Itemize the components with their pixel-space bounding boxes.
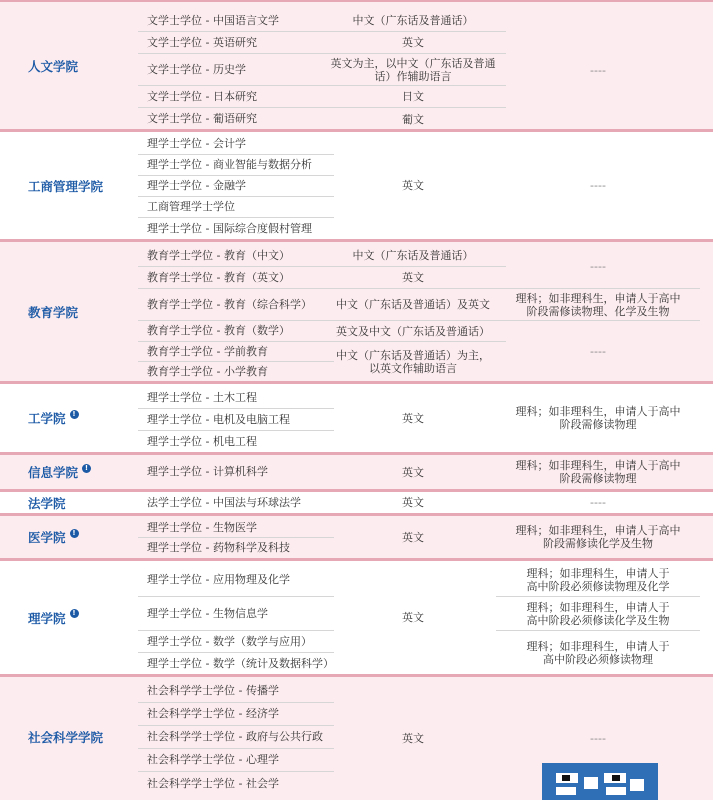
requirement-cell: 理科；如非理科生，申请人于高中阶段必须修读物理 bbox=[526, 639, 670, 666]
language-cell: 英文 bbox=[320, 32, 506, 54]
degree-item: 理学士学位 - 数学（数学与应用） bbox=[138, 631, 334, 653]
requirement-cell: 理科；如非理科生，申请人于高中阶段需修读物理 bbox=[515, 459, 681, 485]
degree-item: 社会科学学士学位 - 社会学 bbox=[147, 776, 279, 790]
info-icon[interactable]: ! bbox=[70, 529, 79, 538]
degree-item: 教育学士学位 - 学前教育 bbox=[138, 342, 334, 362]
requirement-cell: 理科；如非理科生，申请人于高中阶段需修读物理、化学及生物 bbox=[496, 289, 700, 321]
requirement-cell: 理科；如非理科生，申请人于高中阶段必须修读物理及化学 bbox=[496, 563, 700, 597]
degree-item: 社会科学学士学位 - 政府与公共行政 bbox=[138, 726, 334, 749]
degree-item: 理学士学位 - 会计学 bbox=[138, 134, 334, 155]
degree-item: 教育学士学位 - 小学教育 bbox=[147, 364, 268, 378]
degree-item: 社会科学学士学位 - 经济学 bbox=[138, 703, 334, 726]
degree-item: 理学士学位 - 电机及电脑工程 bbox=[138, 409, 334, 431]
requirement-cell: ---- bbox=[590, 496, 606, 509]
degree-item: 法学士学位 - 中国法与环球法学 bbox=[147, 495, 301, 509]
section-science bbox=[0, 558, 713, 674]
faculty-name: 工学院 ! bbox=[28, 384, 79, 452]
section-humanities bbox=[0, 0, 713, 129]
section-education bbox=[0, 239, 713, 381]
language-cell: 英文 bbox=[402, 179, 424, 192]
degree-item: 文学士学位 - 历史学 bbox=[138, 54, 334, 86]
language-cell: 英文 bbox=[402, 611, 424, 624]
faculty-name: 人文学院 bbox=[28, 58, 79, 74]
degree-item: 理学士学位 - 应用物理及化学 bbox=[138, 563, 334, 597]
degree-item: 社会科学学士学位 - 传播学 bbox=[138, 680, 334, 703]
degree-item: 文学士学位 - 中国语言文学 bbox=[138, 10, 334, 32]
language-cell: 英文为主，以中文（广东话及普通话）作辅助语言 bbox=[320, 54, 506, 86]
degree-item: 文学士学位 - 葡语研究 bbox=[147, 112, 257, 125]
language-cell: 中文（广东话及普通话）及英文 bbox=[320, 289, 506, 321]
info-icon[interactable]: ! bbox=[70, 410, 79, 419]
language-cell: 英文及中文（广东话及普通话） bbox=[320, 321, 506, 342]
language-cell: 英文 bbox=[402, 465, 424, 479]
requirement-cell: 理科；如非理科生，申请人于高中阶段需修读物理 bbox=[515, 405, 681, 431]
language-cell: 葡文 bbox=[402, 112, 424, 126]
section-medicine bbox=[0, 513, 713, 558]
requirement-cell: ---- bbox=[496, 245, 700, 289]
language-cell: 日文 bbox=[320, 86, 506, 108]
degree-item: 教育学士学位 - 教育（数学） bbox=[138, 321, 334, 342]
faculty-name: 理学院 ! bbox=[28, 561, 79, 674]
faculty-name: 工商管理学院 bbox=[28, 178, 104, 194]
language-cell: 中文（广东话及普通话）为主，以英文作辅助语言 bbox=[336, 348, 490, 375]
degree-item: 理学士学位 - 国际综合度假村管理 bbox=[147, 221, 312, 235]
requirement-cell: 理科；如非理科生，申请人于高中阶段必须修读化学及生物 bbox=[496, 597, 700, 631]
degree-item: 教育学士学位 - 教育（综合科学） bbox=[138, 289, 334, 321]
requirement-cell: ---- bbox=[590, 179, 606, 192]
degree-item: 理学士学位 - 药物科学及科技 bbox=[147, 541, 290, 554]
degree-item: 社会科学学士学位 - 心理学 bbox=[138, 749, 334, 772]
language-cell: 英文 bbox=[402, 530, 424, 544]
section-law bbox=[0, 489, 713, 513]
degree-item: 理学士学位 - 商业智能与数据分析 bbox=[138, 155, 334, 176]
requirement-cell: ---- bbox=[590, 344, 606, 358]
faculty-name: 社会科学学院 bbox=[28, 730, 104, 745]
language-cell: 英文 bbox=[402, 731, 424, 745]
language-cell: 中文（广东话及普通话） bbox=[320, 10, 506, 32]
degree-item: 教育学士学位 - 教育（中文） bbox=[138, 245, 334, 267]
degree-item: 理学士学位 - 计算机科学 bbox=[147, 465, 268, 478]
requirement-cell: ---- bbox=[590, 63, 606, 77]
language-cell: 英文 bbox=[320, 267, 506, 289]
degree-item: 理学士学位 - 生物信息学 bbox=[138, 597, 334, 631]
pixelated-image bbox=[542, 763, 658, 800]
requirement-cell: ---- bbox=[590, 731, 606, 745]
requirement-cell: 理科；如非理科生，申请人于高中阶段需修读化学及生物 bbox=[515, 524, 681, 550]
degree-item: 文学士学位 - 日本研究 bbox=[138, 86, 334, 108]
info-icon[interactable]: ! bbox=[70, 609, 79, 618]
degree-item: 理学士学位 - 数学（统计及数据科学） bbox=[147, 656, 334, 670]
faculty-name: 医学院 ! bbox=[28, 516, 79, 558]
section-business bbox=[0, 129, 713, 239]
section-engineering bbox=[0, 381, 713, 452]
language-cell: 英文 bbox=[402, 411, 424, 425]
degree-item: 理学士学位 - 土木工程 bbox=[138, 387, 334, 409]
degree-item: 工商管理学士学位 bbox=[138, 197, 334, 218]
degree-item: 理学士学位 - 机电工程 bbox=[147, 434, 257, 448]
language-cell: 英文 bbox=[402, 496, 424, 509]
degree-item: 理学士学位 - 金融学 bbox=[138, 176, 334, 197]
faculty-name: 法学院 bbox=[28, 495, 66, 511]
faculty-name: 信息学院 ! bbox=[28, 455, 91, 489]
section-computing bbox=[0, 452, 713, 489]
language-cell: 中文（广东话及普通话） bbox=[320, 245, 506, 267]
degree-item: 文学士学位 - 英语研究 bbox=[138, 32, 334, 54]
info-icon[interactable]: ! bbox=[82, 464, 91, 473]
degree-item: 理学士学位 - 生物医学 bbox=[138, 518, 334, 538]
faculty-name: 教育学院 bbox=[28, 304, 79, 320]
degree-item: 教育学士学位 - 教育（英文） bbox=[138, 267, 334, 289]
